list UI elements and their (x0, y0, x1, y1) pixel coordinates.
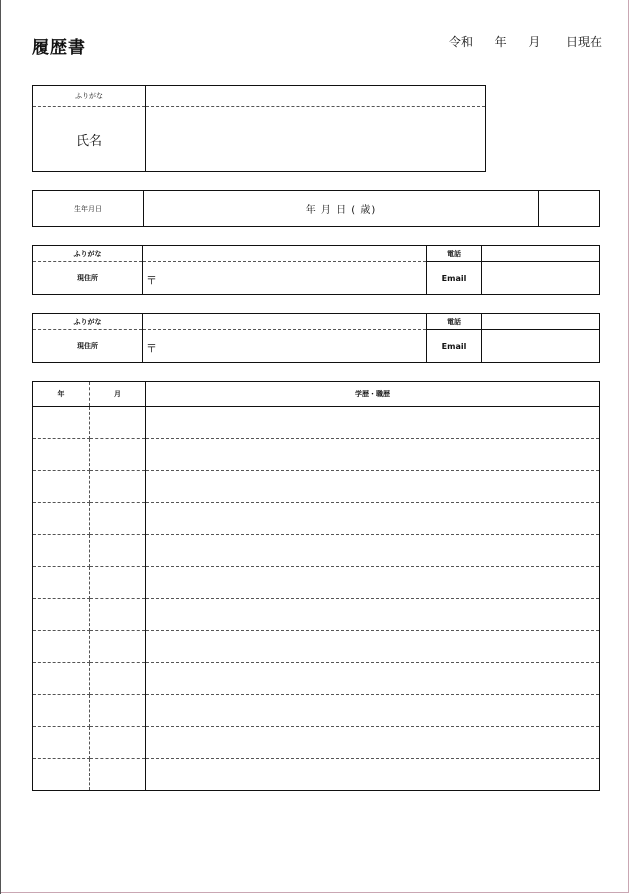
history-row (33, 471, 600, 503)
address-table-1 (32, 245, 600, 295)
history-month-cell[interactable] (90, 663, 146, 695)
history-detail-header: 学歴・職歴 (146, 382, 600, 407)
history-detail-cell[interactable] (146, 631, 600, 663)
address1-furigana-field[interactable] (143, 246, 427, 262)
name-furigana-label: ふりがな (33, 86, 146, 107)
history-detail-cell[interactable] (146, 471, 600, 503)
history-detail-cell[interactable] (146, 407, 600, 439)
history-month-header: 月 (90, 382, 146, 407)
address2-email-label: Email (427, 330, 482, 363)
history-year-header: 年 (33, 382, 90, 407)
history-detail-cell[interactable] (146, 439, 600, 471)
name-label: 氏名 (33, 107, 146, 172)
address1-phone-field[interactable] (482, 246, 600, 262)
history-row (33, 631, 600, 663)
date-era: 令和 (449, 35, 474, 49)
address1-email-field[interactable] (482, 262, 600, 295)
address2-furigana-label: ふりがな (33, 314, 143, 330)
name-furigana-field[interactable] (146, 86, 486, 107)
history-month-cell[interactable] (90, 727, 146, 759)
address2-phone-label: 電話 (427, 314, 482, 330)
name-field[interactable] (146, 107, 486, 172)
history-row (33, 759, 600, 791)
history-detail-cell[interactable] (146, 599, 600, 631)
history-year-cell[interactable] (33, 439, 90, 471)
history-row (33, 695, 600, 727)
address2-phone-field[interactable] (482, 314, 600, 330)
date-day-unit: 日現在 (566, 35, 603, 49)
address1-email-label: Email (427, 262, 482, 295)
address1-label: 現住所 (33, 262, 143, 295)
history-year-cell[interactable] (33, 407, 90, 439)
history-row (33, 663, 600, 695)
history-month-cell[interactable] (90, 759, 146, 791)
address2-postal-mark: 〒 (146, 341, 157, 355)
address1-phone-label: 電話 (427, 246, 482, 262)
address2-furigana-field[interactable] (143, 314, 427, 330)
address1-field[interactable] (143, 262, 427, 295)
history-detail-cell[interactable] (146, 695, 600, 727)
history-year-cell[interactable] (33, 663, 90, 695)
history-year-cell[interactable] (33, 535, 90, 567)
history-row (33, 535, 600, 567)
address1-postal-mark: 〒 (146, 273, 157, 287)
history-month-cell[interactable] (90, 567, 146, 599)
history-row (33, 599, 600, 631)
history-year-cell[interactable] (33, 567, 90, 599)
history-row (33, 407, 600, 439)
history-year-cell[interactable] (33, 503, 90, 535)
date-year-unit: 年 (494, 35, 507, 49)
history-month-cell[interactable] (90, 631, 146, 663)
history-row (33, 439, 600, 471)
history-year-cell[interactable] (33, 727, 90, 759)
history-detail-cell[interactable] (146, 759, 600, 791)
birth-date-field[interactable]: 年 月 日 ( 歳) (305, 205, 377, 216)
history-detail-cell[interactable] (146, 663, 600, 695)
history-detail-cell[interactable] (146, 567, 600, 599)
history-month-cell[interactable] (90, 599, 146, 631)
address2-field[interactable] (143, 330, 427, 363)
history-month-cell[interactable] (90, 471, 146, 503)
history-month-cell[interactable] (90, 439, 146, 471)
history-detail-cell[interactable] (146, 535, 600, 567)
history-month-cell[interactable] (90, 503, 146, 535)
address2-email-field[interactable] (482, 330, 600, 363)
birth-extra-cell[interactable] (539, 191, 600, 227)
history-month-cell[interactable] (90, 407, 146, 439)
history-table (32, 381, 600, 791)
history-row (33, 727, 600, 759)
birth-table (32, 190, 600, 227)
birth-label: 生年月日 (33, 191, 144, 227)
history-month-cell[interactable] (90, 695, 146, 727)
date-month-unit: 月 (528, 35, 541, 49)
history-year-cell[interactable] (33, 631, 90, 663)
history-row (33, 503, 600, 535)
history-detail-cell[interactable] (146, 727, 600, 759)
history-month-cell[interactable] (90, 535, 146, 567)
address2-label: 現住所 (33, 330, 143, 363)
history-year-cell[interactable] (33, 759, 90, 791)
history-year-cell[interactable] (33, 599, 90, 631)
document-title: 履歴書 (32, 38, 86, 58)
address-table-2 (32, 313, 600, 363)
history-row (33, 567, 600, 599)
history-detail-cell[interactable] (146, 503, 600, 535)
history-year-cell[interactable] (33, 471, 90, 503)
page-left-edge (0, 0, 1, 894)
address1-furigana-label: ふりがな (33, 246, 143, 262)
date-line (449, 33, 602, 50)
history-year-cell[interactable] (33, 695, 90, 727)
name-table (32, 85, 486, 172)
